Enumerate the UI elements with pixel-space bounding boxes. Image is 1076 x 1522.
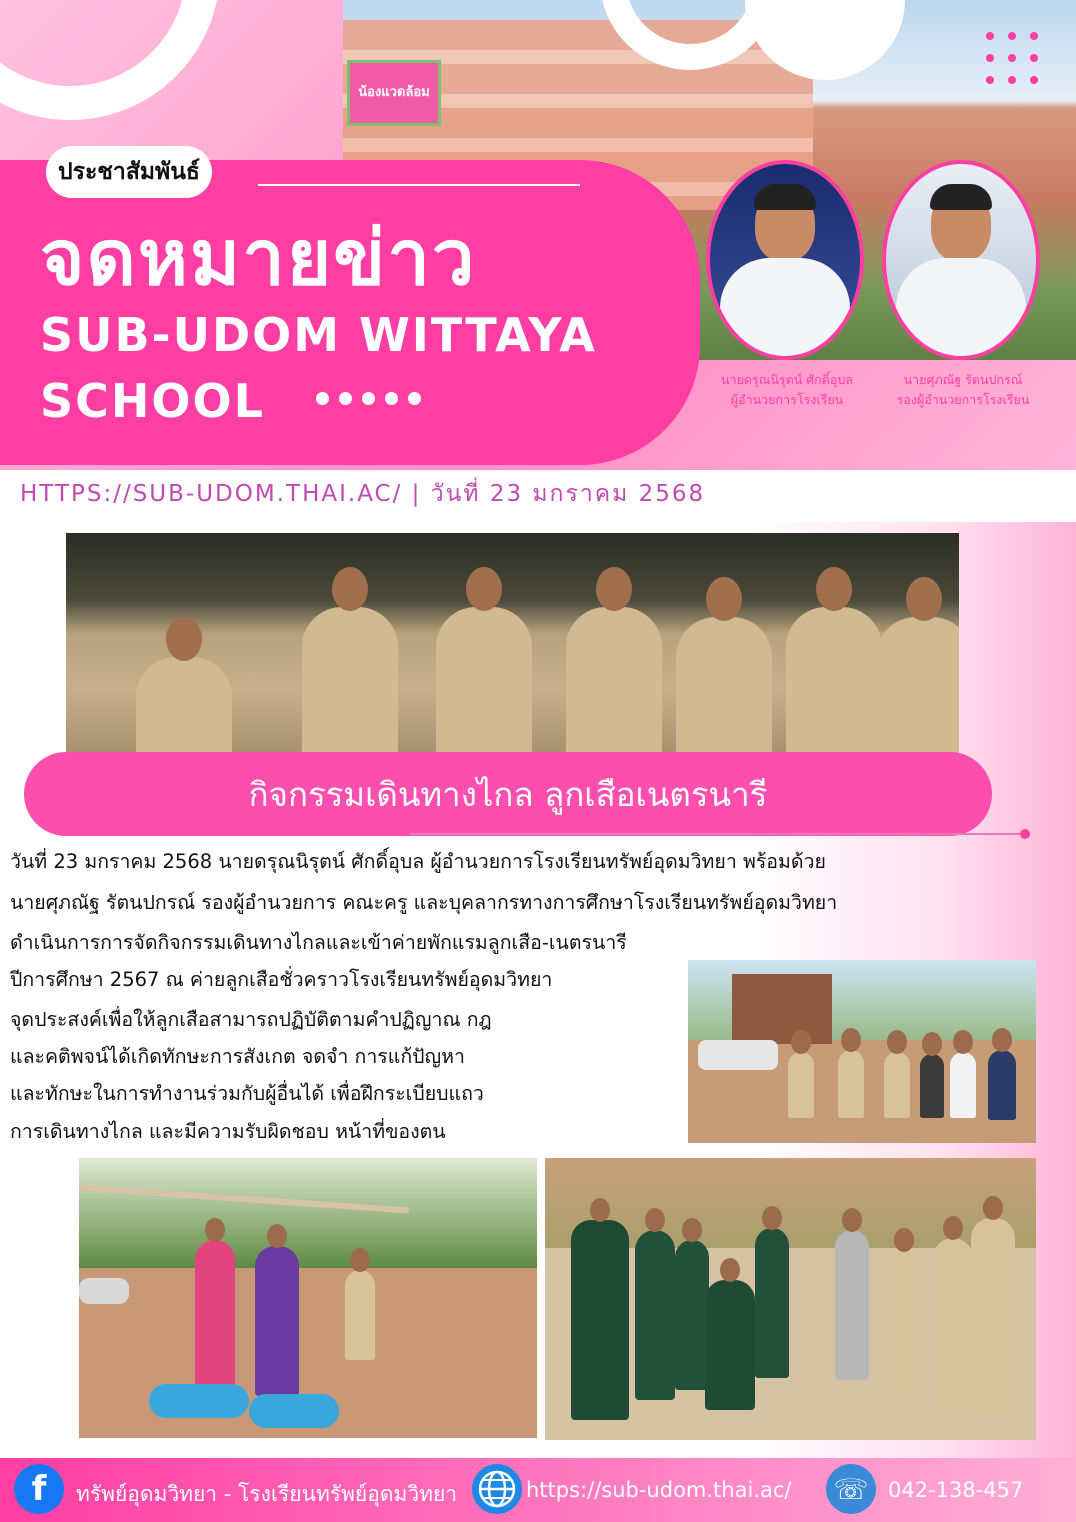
decor-dot-grid (986, 32, 1038, 84)
balance-activity-photo (79, 1158, 537, 1438)
school-name-line1: SUB-UDOM WITTAYA (40, 308, 597, 362)
activity-title-bar: กิจกรรมเดินทางไกล ลูกเสือเนตรนารี (24, 752, 992, 836)
facebook-icon[interactable]: f (14, 1464, 64, 1514)
paragraph-line-4: ปีการศึกษา 2567 ณ ค่ายลูกเสือชั่วคราวโรงเรียนทรัพย์อุดมวิทยา (10, 968, 553, 991)
camp-group-photo (688, 960, 1036, 1143)
paragraph-line-8: การเดินทางไกล และมีความรับผิดชอบ หน้าที่ของตน (10, 1120, 446, 1143)
url-date-line: HTTPS://SUB-UDOM.THAI.AC/ | วันที่ 23 มกราคม 2568 (20, 481, 706, 507)
paragraph-line-6: และคติพจน์ได้เกิดทักษะการสังเกต จดจำ การแก้ปัญหา (10, 1045, 465, 1068)
page-title: จดหมายข่าว (40, 213, 477, 302)
director-caption: นายดรุณนิรุตน์ ศักดิ์อุบล ผู้อำนวยการโรงเรียน (721, 372, 853, 407)
deputy-caption: นายศุภณัฐ รัตนปกรณ์ รองผู้อำนวยการโรงเรียน (896, 372, 1030, 407)
deputy-portrait (882, 160, 1040, 360)
school-sign: น้องแวดล้อม (347, 60, 441, 126)
website-link[interactable]: https://sub-udom.thai.ac/ (526, 1478, 792, 1502)
paragraph-line-3: ดำเนินการการจัดกิจกรรมเดินทางไกลและเข้าค่ายพักแรมลูกเสือ-เนตรนารี (10, 931, 627, 954)
school-name-line2: SCHOOL (40, 374, 265, 428)
phone-number[interactable]: 042-138-457 (888, 1478, 1024, 1502)
paragraph-line-5: จุดประสงค์เพื่อให้ลูกเสือสามารถปฏิบัติตามคำปฏิญาณ กฎ (10, 1008, 492, 1031)
badge-divider (258, 184, 580, 186)
director-portrait (706, 160, 864, 360)
activity-divider (410, 833, 1026, 835)
scouts-ceremony-photo (66, 533, 959, 757)
paragraph-line-1: วันที่ 23 มกราคม 2568 นายดรุณนิรุตน์ ศักดิ์อุบล ผู้อำนวยการโรงเรียนทรัพย์อุดมวิทยา พร้อมด้วย (10, 850, 826, 873)
salute-ceremony-photo (545, 1158, 1036, 1440)
paragraph-line-2: นายศุภณัฐ รัตนปกรณ์ รองผู้อำนวยการ คณะครู และบุคลากรทางการศึกษาโรงเรียนทรัพย์อุดมวิทยา (10, 891, 838, 914)
facebook-page-link[interactable]: ทรัพย์อุดมวิทยา - โรงเรียนทรัพย์อุดมวิทยา (76, 1482, 458, 1506)
paragraph-line-7: และทักษะในการทำงานร่วมกับผู้อื่นได้ เพื่อฝึกระเบียบแถว (10, 1082, 484, 1105)
globe-icon (472, 1464, 522, 1514)
pr-badge: ประชาสัมพันธ์ (46, 146, 212, 198)
phone-icon: ☏ (826, 1464, 876, 1514)
decor-dots (316, 392, 421, 405)
activity-divider-dot (1020, 829, 1030, 839)
